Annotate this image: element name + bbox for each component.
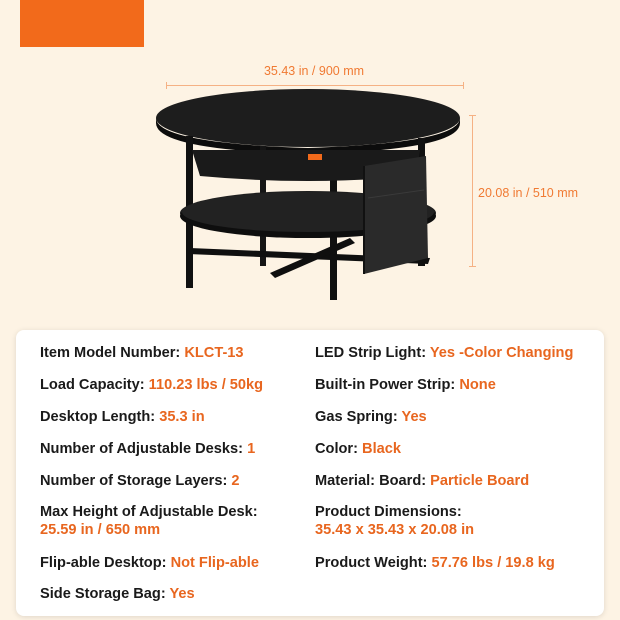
spec-max-height xyxy=(40,503,258,539)
spec-value: 25.59 in / 650 mm xyxy=(40,522,161,538)
spec-label: Side Storage Bag: xyxy=(40,586,166,602)
spec-value: Particle Board xyxy=(430,473,530,489)
spec-value: Black xyxy=(362,441,401,457)
spec-value: 35.3 in xyxy=(159,409,205,425)
spec-label: Max Height of Adjustable Desk: xyxy=(40,504,258,520)
spec-value: Yes xyxy=(401,409,427,425)
spec-value: Not Flip-able xyxy=(170,555,259,571)
spec-product-dimensions xyxy=(315,503,474,539)
spec-label: Product Weight: xyxy=(315,555,428,571)
spec-label: Product Dimensions: xyxy=(315,504,462,520)
spec-storage-layers xyxy=(40,472,240,490)
width-dimension-line xyxy=(166,85,464,86)
spec-color xyxy=(315,440,401,458)
spec-value: 1 xyxy=(247,441,256,457)
spec-power-strip xyxy=(315,376,496,394)
spec-label: Number of Storage Layers: xyxy=(40,473,228,489)
spec-label: Built-in Power Strip: xyxy=(315,377,456,393)
coffee-table-icon xyxy=(150,88,470,313)
height-dimension-label: 20.08 in / 510 mm xyxy=(478,186,579,200)
spec-label: Desktop Length: xyxy=(40,409,156,425)
spec-desktop-length xyxy=(40,408,205,426)
spec-side-bag xyxy=(40,585,195,603)
brand-banner xyxy=(20,0,144,47)
spec-label: Material: Board: xyxy=(315,473,427,489)
spec-value: None xyxy=(459,377,496,393)
spec-label: Number of Adjustable Desks: xyxy=(40,441,244,457)
spec-value: 110.23 lbs / 50kg xyxy=(148,377,264,393)
spec-label: Gas Spring: xyxy=(315,409,398,425)
spec-value: 57.76 lbs / 19.8 kg xyxy=(431,555,555,571)
spec-flipable xyxy=(40,554,259,572)
width-dimension-label: 35.43 in / 900 mm xyxy=(263,64,365,78)
spec-value: Yes -Color Changing xyxy=(429,345,574,361)
spec-value: 35.43 x 35.43 x 20.08 in xyxy=(315,522,475,538)
spec-value: Yes xyxy=(169,586,195,602)
spec-label: Flip-able Desktop: xyxy=(40,555,167,571)
spec-label: Load Capacity: xyxy=(40,377,145,393)
spec-product-weight xyxy=(315,554,555,572)
spec-label: Color: xyxy=(315,441,358,457)
spec-load-capacity xyxy=(40,376,263,394)
spec-led-strip xyxy=(315,344,573,362)
spec-label: Item Model Number: xyxy=(40,345,181,361)
spec-gas-spring xyxy=(315,408,427,426)
spec-label: LED Strip Light: xyxy=(315,345,427,361)
spec-adjustable-desks xyxy=(40,440,255,458)
spec-model xyxy=(40,344,244,362)
spec-material xyxy=(315,472,529,490)
height-dimension-line xyxy=(472,115,473,267)
spec-value: KLCT-13 xyxy=(184,345,244,361)
spec-value: 2 xyxy=(231,473,240,489)
